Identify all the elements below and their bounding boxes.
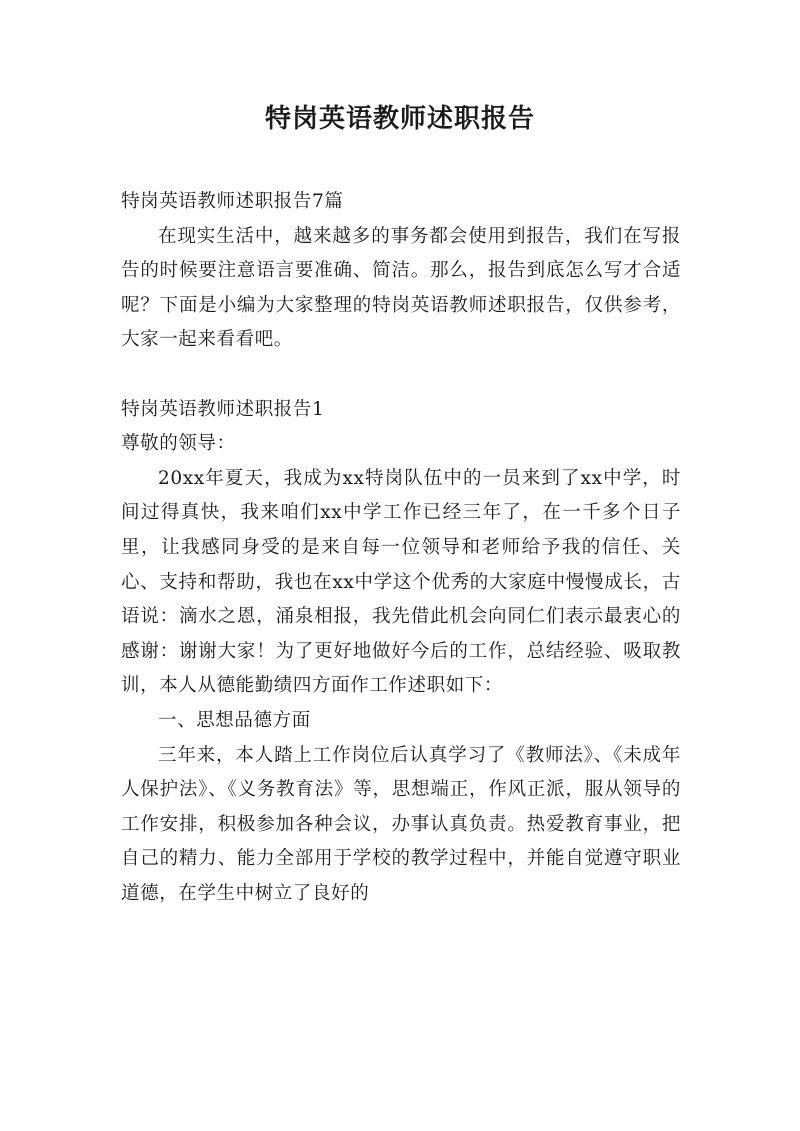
section-heading-ideology: 一、思想品德方面	[158, 709, 311, 731]
intro-paragraph: 在现实生活中，越来越多的事务都会使用到报告，我们在写报告的时候要注意语言要准确、简洁。那么，报告到底怎么写才合适呢？下面是小编为大家整理的特岗英语教师述职报告，仅供参考，大家一起来看看吧。	[121, 225, 681, 351]
section-title: 特岗英语教师述职报告1	[121, 398, 325, 420]
paragraph-spacer	[121, 358, 681, 393]
salutation: 尊敬的领导：	[121, 433, 236, 455]
document-body	[121, 185, 681, 911]
document-title: 特岗英语教师述职报告	[264, 104, 535, 134]
document-subtitle: 特岗英语教师述职报告7篇	[121, 191, 344, 212]
body-paragraph-2: 三年来，本人踏上工作岗位后认真学习了《教师法》、《未成年人保护法》、《义务教育法》等，思想端正，作风正派，服从领导的工作安排，积极参加各种会议，办事认真负责。热爱教育事业，把自己的精力、能力全部用于学校的教学过程中，并能自觉遵守职业道德，在学生中树立了良好的	[121, 744, 681, 904]
body-paragraph-1: 20xx年夏天，我成为xx特岗队伍中的一员来到了xx中学，时间过得真快，我来咱们xx中学工作已经三年了，在一千多个日子里，让我感同身受的是来自每一位领导和老师给予我的信任、关心、支持和帮助，我也在xx中学这个优秀的大家庭中慢慢成长，古语说：滴水之恩，涌泉相报，我先借此机会向同仁们表示最衷心的感谢：谢谢大家！为了更好地做好今后的工作，总结经验、吸取教训，本人从德能勤绩四方面作工作述职如下：	[121, 467, 681, 697]
